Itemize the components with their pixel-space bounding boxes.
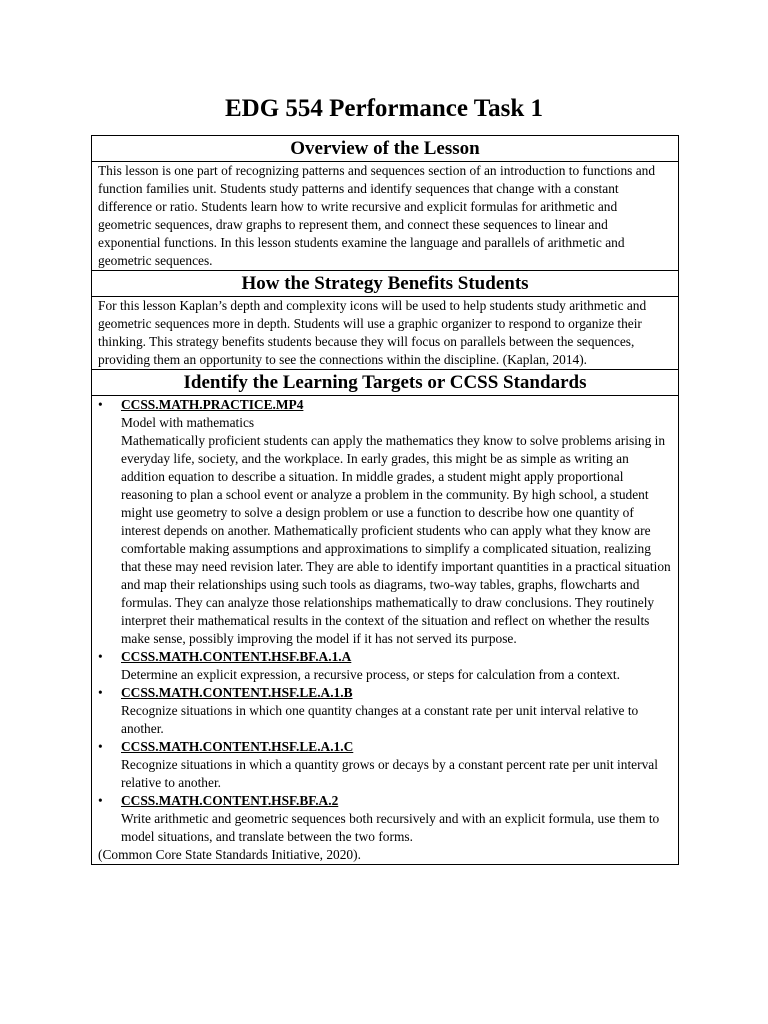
standard-description: Mathematically proficient students can apply the mathematics they know to solve problems arising in everyday life, society, and the workplace. In early grades, this might be as simple as writing an addition equation to describe a situation. In middle grades, a student might apply proportional reasoning to plan a school event or analyze a problem in the community. By high school, a student might use geometry to solve a design problem or use a function to describe how one quantity of interest depends on another. Mathematically proficient students who can apply what they know are comfortable making assumptions and approximations to simplify a complicated situation, realizing that these may need revision later. They are able to identify important quantities in a practical situation and map their relationships using such tools as diagrams, two-way tables, graphs, flowcharts and formulas. They can analyze those relationships mathematically to draw conclusions. They routinely interpret their mathematical results in the context of the situation and reflect on whether the results make sense, possibly improving the model if it has not served its purpose. bbox=[121, 433, 671, 646]
overview-heading: Overview of the Lesson bbox=[92, 136, 678, 162]
bullet-icon: • bbox=[98, 397, 103, 412]
standard-title: Model with mathematics bbox=[121, 415, 255, 430]
standard-item bbox=[98, 792, 673, 846]
standards-list bbox=[98, 396, 673, 846]
standard-code: CCSS.MATH.CONTENT.HSF.BF.A.1.A bbox=[121, 649, 352, 664]
targets-heading: Identify the Learning Targets or CCSS Standards bbox=[92, 370, 678, 396]
standard-item bbox=[98, 396, 673, 648]
bullet-icon: • bbox=[98, 739, 103, 754]
targets-body bbox=[92, 396, 678, 864]
standard-code: CCSS.MATH.CONTENT.HSF.LE.A.1.B bbox=[121, 685, 353, 700]
standard-description: Write arithmetic and geometric sequences both recursively and with an explicit formula, use them to model situations, and translate between the two forms. bbox=[121, 811, 660, 844]
bullet-icon: • bbox=[98, 793, 103, 808]
bullet-icon: • bbox=[98, 649, 103, 664]
standard-code: CCSS.MATH.CONTENT.HSF.BF.A.2 bbox=[121, 793, 339, 808]
standard-description: Recognize situations in which a quantity grows or decays by a constant percent rate per unit interval relative to another. bbox=[121, 757, 658, 790]
strategy-heading: How the Strategy Benefits Students bbox=[92, 271, 678, 297]
bullet-icon: • bbox=[98, 685, 103, 700]
strategy-text: For this lesson Kaplan’s depth and complexity icons will be used to help students study arithmetic and geometric sequences more in depth. Students will use a graphic organizer to respond to organize their thinking. This strategy benefits students because they will focus on parallels between the sequences, providing them an opportunity to see the connections within the discipline. (Kaplan, 2014). bbox=[98, 298, 647, 367]
document-title: EDG 554 Performance Task 1 bbox=[224, 95, 544, 122]
standard-code: CCSS.MATH.PRACTICE.MP4 bbox=[121, 397, 304, 412]
overview-text: This lesson is one part of recognizing patterns and sequences section of an introduction to functions and function families unit. Students study patterns and identify sequences that change with a constant difference or ratio. Students learn how to write recursive and explicit formulas for arithmetic and geometric sequences, draw graphs to represent them, and connect these sequences to linear and exponential functions. In this lesson students examine the language and parallels of arithmetic and geometric sequences. bbox=[98, 163, 656, 268]
standard-code: CCSS.MATH.CONTENT.HSF.LE.A.1.C bbox=[121, 739, 354, 754]
standard-description: Determine an explicit expression, a recursive process, or steps for calculation from a context. bbox=[121, 667, 620, 682]
overview-body bbox=[92, 162, 678, 271]
lesson-table bbox=[91, 135, 679, 865]
standard-item bbox=[98, 648, 673, 684]
standards-citation: (Common Core State Standards Initiative, 2020). bbox=[98, 847, 361, 862]
standard-item bbox=[98, 738, 673, 792]
standard-description: Recognize situations in which one quantity changes at a constant rate per unit interval relative to another. bbox=[121, 703, 639, 736]
strategy-body bbox=[92, 297, 678, 370]
standard-item bbox=[98, 684, 673, 738]
